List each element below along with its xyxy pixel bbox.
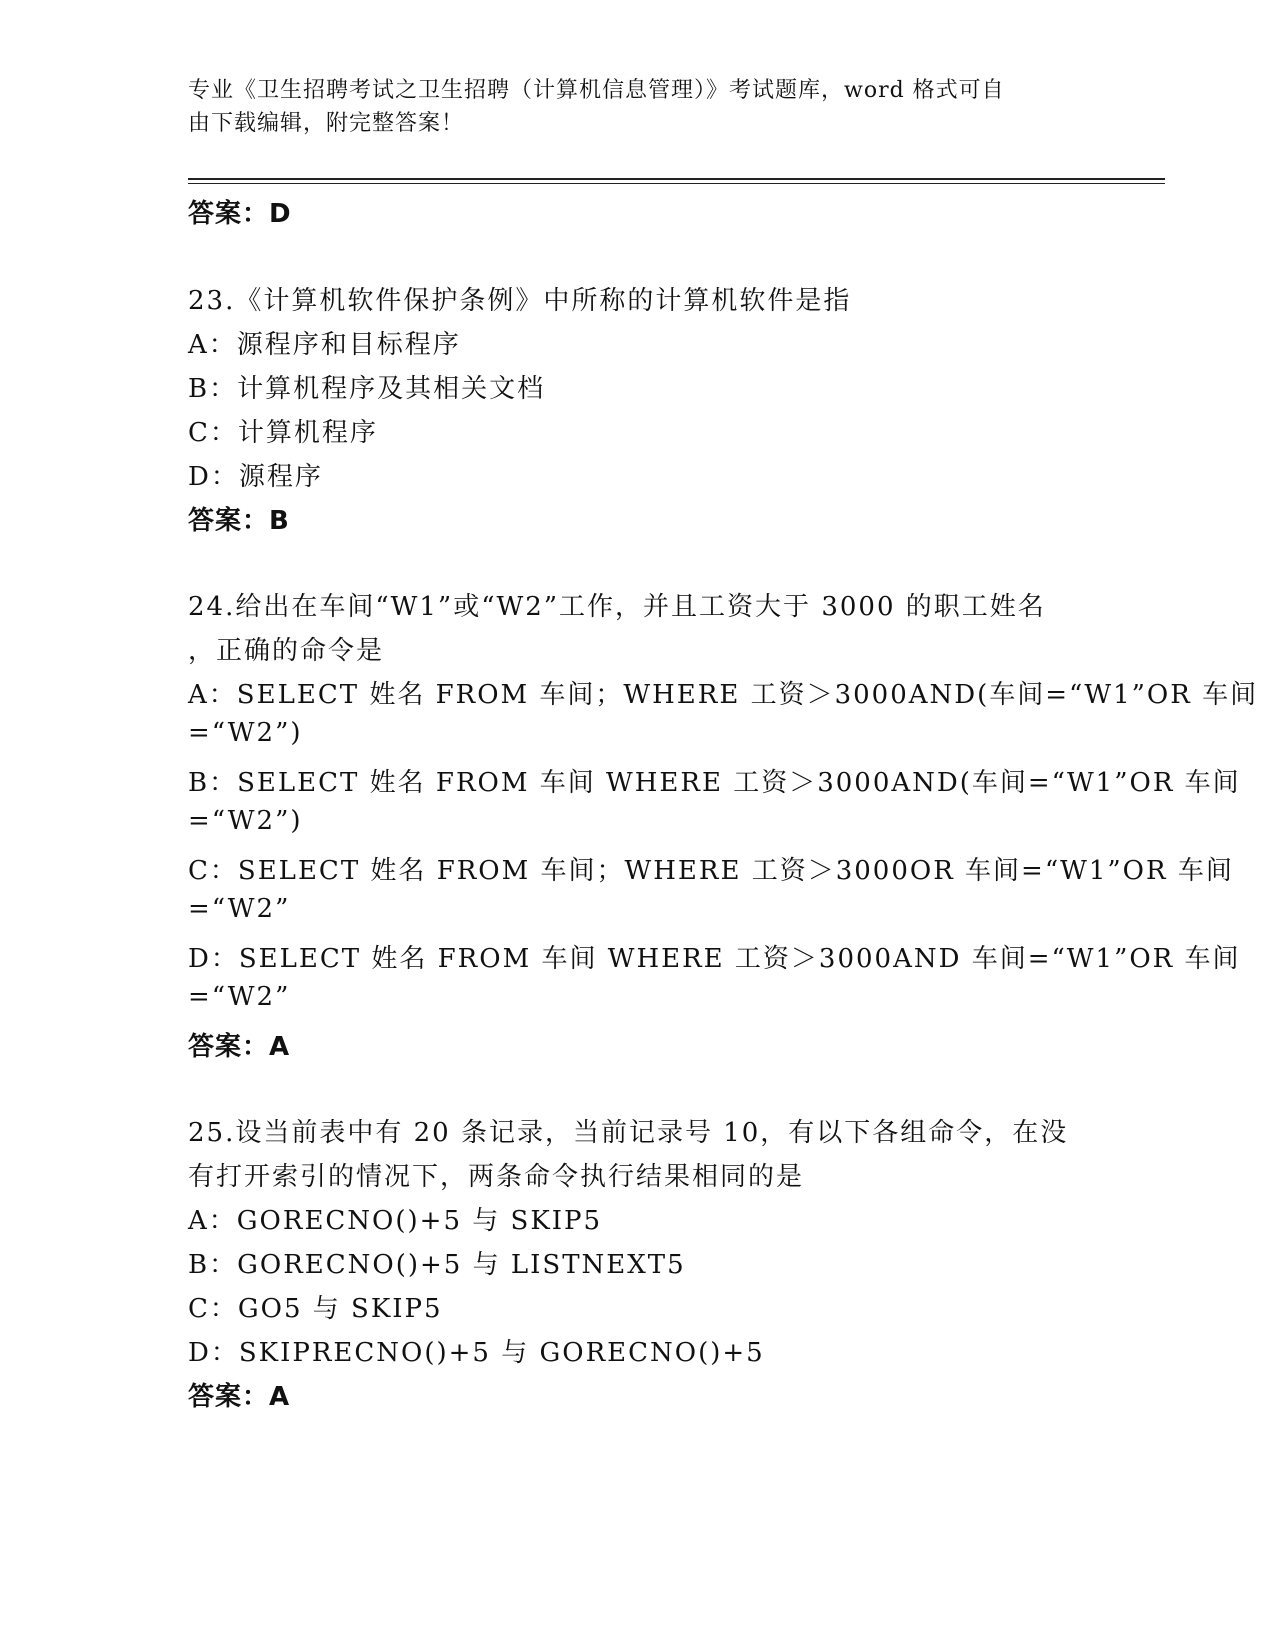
question-24-option-a-line-2: =“W2”)	[188, 718, 303, 748]
page-header	[188, 74, 1088, 140]
header-line-2: 由下载编辑，附完整答案！	[188, 111, 465, 136]
question-25-option-a: A：GORECNO()+5 与 SKIP5	[188, 1206, 603, 1236]
question-23-option-b: B：计算机程序及其相关文档	[188, 374, 546, 404]
question-24-option-d-line-2: =“W2”	[188, 982, 291, 1012]
question-24-option-d-line-1: D：SELECT 姓名 FROM 车间 WHERE 工资＞3000AND 车间=“W1”OR 车间	[188, 944, 1241, 974]
question-25-option-b: B：GORECNO()+5 与 LISTNEXT5	[188, 1250, 686, 1280]
question-23-option-d: D：源程序	[188, 462, 323, 492]
question-24-stem-line-1: 24.给出在车间“W1”或“W2”工作，并且工资大于 3000 的职工姓名	[188, 592, 1046, 622]
question-24-option-c-line-1: C：SELECT 姓名 FROM 车间；WHERE 工资＞3000OR 车间=“W1”OR 车间	[188, 856, 1234, 886]
question-24-option-c-line-2: =“W2”	[188, 894, 291, 924]
question-25-option-d: D：SKIPRECNO()+5 与 GORECNO()+5	[188, 1338, 765, 1368]
question-25-answer: 答案：A	[188, 1382, 291, 1412]
question-23-option-c: C：计算机程序	[188, 418, 378, 448]
header-rule-thick	[188, 178, 1165, 180]
question-24-option-a-line-1: A：SELECT 姓名 FROM 车间；WHERE 工资＞3000AND(车间=“W1”OR 车间	[188, 680, 1259, 710]
question-25-option-c: C：GO5 与 SKIP5	[188, 1294, 443, 1324]
question-23-stem: 23.《计算机软件保护条例》中所称的计算机软件是指	[188, 286, 852, 316]
question-24-answer: 答案：A	[188, 1032, 291, 1062]
question-25-stem-line-1: 25.设当前表中有 20 条记录，当前记录号 10，有以下各组命令，在没	[188, 1118, 1069, 1148]
header-rule-thin	[188, 183, 1165, 184]
question-23-option-a: A：源程序和目标程序	[188, 330, 461, 360]
question-24-option-b-line-1: B：SELECT 姓名 FROM 车间 WHERE 工资＞3000AND(车间=“W1”OR 车间	[188, 768, 1241, 798]
previous-answer: 答案：D	[188, 199, 292, 229]
question-24-stem-line-2: ，正确的命令是	[188, 636, 385, 666]
question-24-option-b-line-2: =“W2”)	[188, 806, 303, 836]
question-23-answer: 答案：B	[188, 506, 290, 536]
header-line-1: 专业《卫生招聘考试之卫生招聘（计算机信息管理）》考试题库，word 格式可自	[188, 78, 1005, 103]
question-25-stem-line-2: 有打开索引的情况下，两条命令执行结果相同的是	[188, 1162, 805, 1192]
